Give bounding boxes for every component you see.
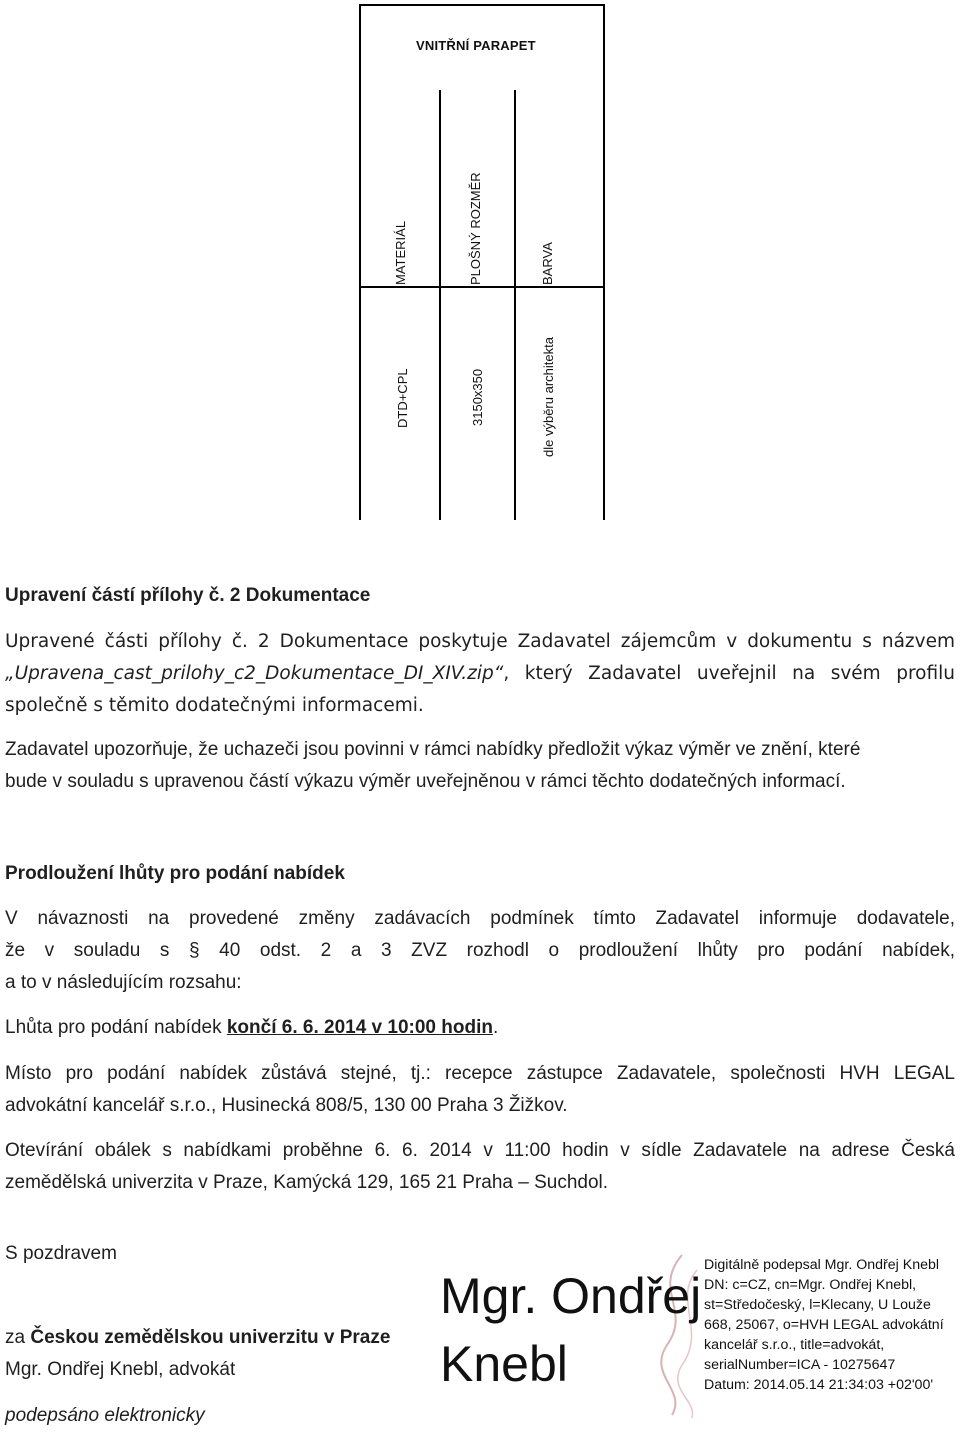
- closing-for-prefix: za: [5, 1327, 31, 1348]
- drawing-border-right: [603, 4, 605, 520]
- drawing-column-divider-1: [439, 90, 441, 520]
- signature-info-line: Digitálně podepsal Mgr. Ondřej Knebl: [704, 1257, 940, 1273]
- section1-paragraph2-line1: Zadavatel upozorňuje, že uchazeči jsou povinni v rámci nabídky předložit výkaz výměr ve znění, které: [5, 739, 861, 760]
- opening-line2: zemědělská univerzita v Praze, Kamýcká 129, 165 21 Praha – Suchdol.: [5, 1172, 609, 1193]
- section1-heading: Upravení částí přílohy č. 2 Dokumentace: [5, 585, 371, 606]
- drawing-value-dimension: 3150x350: [470, 368, 485, 426]
- section1-paragraph1: [5, 626, 955, 722]
- signature-info-line: 668, 25067, o=HVH LEGAL advokátní: [704, 1317, 944, 1333]
- drawing-title: VNITŘNÍ PARAPET: [416, 38, 536, 53]
- drawing-value-material: DTD+CPL: [395, 368, 410, 428]
- deadline-prefix: Lhůta pro podání nabídek: [5, 1017, 227, 1038]
- section1-paragraph2-line2: bude v souladu s upravenou částí výkazu výměr uveřejněnou v rámci těchto dodatečných informací.: [5, 771, 846, 792]
- section2-heading: Prodloužení lhůty pro podání nabídek: [5, 863, 345, 884]
- drawing-border-top: [359, 4, 605, 6]
- signature-info-line: Datum: 2014.05.14 21:34:03 +02'00': [704, 1377, 934, 1393]
- drawing-header-dimension: PLOŠNÝ ROZMĚR: [468, 172, 483, 285]
- closing-signed-note: podepsáno elektronicky: [5, 1405, 205, 1426]
- closing-greeting: S pozdravem: [5, 1243, 117, 1264]
- section2-paragraph1-line3: a to v následujícím rozsahu:: [5, 972, 242, 993]
- opening-paragraph: [5, 1135, 955, 1199]
- section1-paragraph1-line2: [5, 658, 955, 690]
- drawing-header-color: BARVA: [540, 242, 555, 285]
- closing-for-line: [5, 1322, 435, 1354]
- place-line2: advokátní kancelář s.r.o., Husinecká 808/5, 130 00 Praha 3 Žižkov.: [5, 1095, 568, 1116]
- closing-organization: Českou zemědělskou univerzitu v Praze: [30, 1327, 391, 1348]
- section1-paragraph2: [5, 734, 955, 798]
- signature-info-line: kancelář s.r.o., title=advokát,: [704, 1337, 885, 1353]
- deadline-line: [5, 1012, 955, 1044]
- signature-info-line: DN: c=CZ, cn=Mgr. Ondřej Knebl,: [704, 1277, 917, 1293]
- deadline-value: končí 6. 6. 2014 v 10:00 hodin: [226, 1017, 493, 1038]
- drawing-header-material: MATERIÁL: [393, 220, 408, 285]
- section1-paragraph1-line3: společně s těmito dodatečnými informacemi.: [5, 695, 424, 716]
- drawing-column-divider-2: [514, 90, 516, 520]
- section2-paragraph1: [5, 903, 955, 999]
- drawing-header-divider: [359, 286, 605, 288]
- signature-name-line1: Mgr. Ondřej: [440, 1268, 702, 1324]
- signature-info: [704, 1255, 960, 1395]
- section2-paragraph1-line2: že v souladu s § 40 odst. 2 a 3 ZVZ rozhodl o prodloužení lhůty pro podání nabídek,: [5, 940, 955, 961]
- closing-signer: Mgr. Ondřej Knebl, advokát: [5, 1359, 236, 1380]
- section1-paragraph1-line1: Upravené části přílohy č. 2 Dokumentace poskytuje Zadavatel zájemcům v dokumentu s názvem: [5, 631, 955, 652]
- signature-name: [440, 1262, 710, 1398]
- signature-info-line: st=Středočeský, l=Klecany, U Louže: [704, 1297, 931, 1313]
- deadline-suffix: .: [492, 1017, 499, 1038]
- section2-paragraph1-line1: V návaznosti na provedené změny zadávacích podmínek tímto Zadavatel informuje dodavatele,: [5, 908, 955, 929]
- filename: „Upravena_cast_prilohy_c2_Dokumentace_DI_XIV.zip“: [5, 663, 504, 684]
- drawing-value-color: dle výběru architekta: [541, 337, 556, 457]
- place-line1: Místo pro podání nabídek zůstává stejné, tj.: recepce zástupce Zadavatele, společnosti HVH LEGAL: [5, 1063, 955, 1084]
- section1-paragraph1-middle: , který Zadavatel uveřejnil na svém profilu: [503, 663, 955, 684]
- parapet-drawing: [0, 0, 960, 520]
- opening-line1: Otevírání obálek s nabídkami proběhne 6. 6. 2014 v 11:00 hodin v sídle Zadavatele na adrese Česká: [5, 1140, 955, 1161]
- drawing-border-left: [359, 4, 361, 520]
- signature-name-line2: Knebl: [440, 1336, 568, 1392]
- signature-info-line: serialNumber=ICA - 10275647: [704, 1357, 896, 1373]
- place-paragraph: [5, 1058, 955, 1122]
